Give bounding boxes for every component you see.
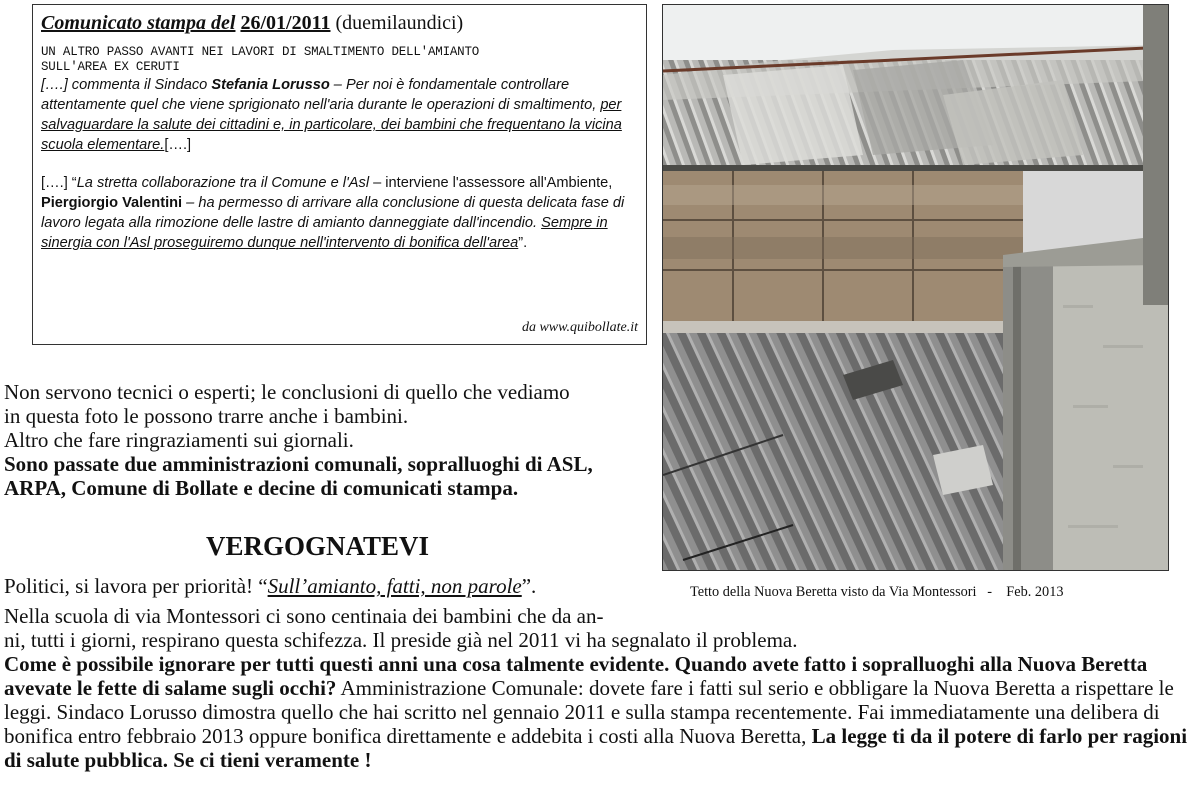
assessor-quote-paragraph [41, 173, 638, 253]
intro-line2: in questa foto le possono trarre anche i bambini. [4, 404, 409, 428]
roof-photo-illustration [663, 5, 1168, 570]
p2-lead: [….] “ [41, 175, 77, 191]
p2-quote2: – ha permesso di arrivare alla conclusione di questa delicata fase di lavoro legata alla rimozione delle lastre di amianto danneggiate dall'incendio. [41, 195, 625, 231]
p2-quote1: La stretta collaborazione tra il Comune e l'Asl [76, 175, 370, 191]
headline-line1: UN ALTRO PASSO AVANTI NEI LAVORI DI SMALTIMENTO DELL'AMIANTO [41, 45, 480, 59]
intro-line3: Altro che fare ringraziamenti sui giornali. [4, 428, 354, 452]
headline-line2: SULL'AREA EX CERUTI [41, 60, 180, 74]
politics-tail: ”. [521, 574, 537, 598]
intro-line1: Non servono tecnici o esperti; le conclusioni di quello che vediamo [4, 380, 570, 404]
final-body [4, 652, 1192, 772]
p2-text1: – interviene l'assessore all'Ambiente, [369, 175, 613, 191]
final-line1: Nella scuola di via Montessori ci sono centinaia dei bambini che da an- [4, 604, 604, 628]
assessor-name: Piergiorgio Valentini [41, 195, 183, 211]
politics-lead: Politici, si lavora per priorità! “ [4, 574, 268, 598]
photo-caption: Tetto della Nuova Beretta visto da Via Montessori - Feb. 2013 [690, 584, 1064, 600]
title-prefix: Comunicato stampa del [41, 12, 236, 34]
press-headline [41, 45, 638, 75]
final-bold1: Come è possibile ignorare per tutti questi anni una cosa talmente evidente. Quando avete fatto i sopralluoghi alla Nuova Beretta avevate le fette di salame sugli occhi? [4, 652, 1148, 700]
title-suffix: (duemilaundici) [330, 12, 464, 34]
mayor-name: Stefania Lorusso [211, 77, 330, 93]
shame-heading: VERGOGNATEVI [206, 531, 430, 561]
intro-paragraph [4, 380, 654, 500]
p2-underlined: Sempre in sinergia con l'Asl proseguiremo dunque nell'intervento di bonifica dell'area [41, 215, 608, 251]
intro-bold: Sono passate due amministrazioni comunali, sopralluoghi di ASL, ARPA, Comune di Bollate e decine di comunicati stampa. [4, 452, 593, 500]
press-release-box [32, 4, 647, 345]
p1-text: – Per noi è fondamentale controllare attentamente quel che viene sprigionato nell'aria durante le operazioni di smaltimento, [41, 77, 601, 113]
final-paragraph [4, 604, 1192, 772]
press-source: da www.quibollate.it [521, 320, 638, 335]
p1-lead: [….] commenta il Sindaco [41, 77, 212, 93]
mayor-quote-paragraph [41, 75, 638, 155]
politics-line [4, 574, 536, 598]
final-normal1: Amministrazione Comunale: dovete fare i fatti sul serio e obbligare la Nuova Beretta a rispettare le leggi. Sindaco Lorusso dimostra quello che hai scritto nel gennaio 2011 e sulla stampa recentemente. Fai immediatamente una delibera di bonifica entro febbraio 2013 oppure bonifica direttamente e addebita i costi alla Nuova Beretta, [4, 676, 1174, 748]
title-date: 26/01/2011 [240, 12, 331, 34]
p1-underlined: per salvaguardare la salute dei cittadini e, in particolare, dei bambini che frequentano la vicina scuola elementare. [41, 97, 622, 153]
politics-quote: Sull’amianto, fatti, non parole [267, 574, 522, 598]
p2-tail: ”. [518, 235, 528, 251]
p1-tail: [….] [164, 137, 192, 153]
final-bold2: La legge ti da il potere di farlo per ragioni di salute pubblica. Se ci tieni veramente ! [4, 724, 1188, 772]
roof-photo [662, 4, 1169, 571]
final-line2: ni, tutti i giorni, respirano questa schifezza. Il preside già nel 2011 vi ha segnalato il problema. [4, 628, 798, 652]
press-release-title [41, 11, 638, 35]
